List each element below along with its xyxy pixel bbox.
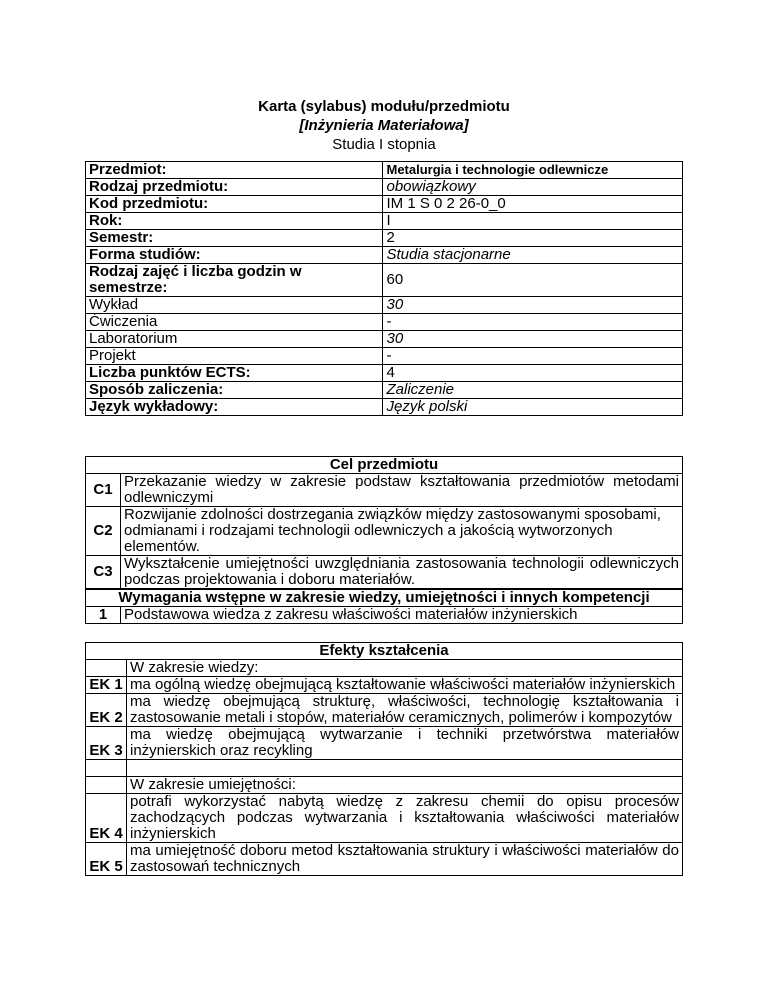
info-row bbox=[86, 399, 683, 416]
info-label: Projekt bbox=[86, 348, 383, 365]
outcome-text: potrafi wykorzystać nabytą wiedzę z zakresu chemii do opisu procesów zachodzących podczas wytwarzania i kształtowania właściwości materiałów inżynierskich bbox=[127, 794, 683, 843]
info-label: Rodzaj przedmiotu: bbox=[86, 179, 383, 196]
info-value: IM 1 S 0 2 26-0_0 bbox=[383, 196, 683, 213]
info-value: Metalurgia i technologie odlewnicze bbox=[383, 162, 683, 179]
requirement-code: 1 bbox=[86, 607, 121, 624]
info-row bbox=[86, 230, 683, 247]
info-row bbox=[86, 162, 683, 179]
info-label: Sposób zaliczenia: bbox=[86, 382, 383, 399]
info-label: Język wykładowy: bbox=[86, 399, 383, 416]
info-label: Rok: bbox=[86, 213, 383, 230]
info-value: 4 bbox=[383, 365, 683, 382]
info-row bbox=[86, 247, 683, 264]
info-label: Rodzaj zajęć i liczba godzin w semestrze: bbox=[86, 264, 383, 297]
knowledge-heading: W zakresie wiedzy: bbox=[127, 660, 683, 677]
skills-heading: W zakresie umiejętności: bbox=[127, 777, 683, 794]
info-row bbox=[86, 264, 683, 297]
info-row bbox=[86, 297, 683, 314]
outcome-row bbox=[86, 794, 683, 843]
info-row bbox=[86, 314, 683, 331]
goal-code: C3 bbox=[86, 556, 121, 589]
outcome-code: EK 3 bbox=[86, 727, 127, 760]
info-value: Język polski bbox=[383, 399, 683, 416]
outcome-row bbox=[86, 677, 683, 694]
outcome-code: EK 4 bbox=[86, 794, 127, 843]
requirements-table bbox=[85, 589, 683, 624]
info-row bbox=[86, 213, 683, 230]
requirements-title: Wymagania wstępne w zakresie wiedzy, umiejętności i innych kompetencji bbox=[86, 590, 683, 607]
outcome-code: EK 5 bbox=[86, 843, 127, 876]
info-value: 2 bbox=[383, 230, 683, 247]
outcome-row bbox=[86, 727, 683, 760]
info-label: Forma studiów: bbox=[86, 247, 383, 264]
info-value: I bbox=[383, 213, 683, 230]
course-goals-table bbox=[85, 456, 683, 589]
outcome-text: ma ogólną wiedzę obejmującą kształtowanie właściwości materiałów inżynierskich bbox=[127, 677, 683, 694]
requirement-text: Podstawowa wiedza z zakresu właściwości materiałów inżynierskich bbox=[121, 607, 683, 624]
goal-row bbox=[86, 474, 683, 507]
outcomes-title: Efekty kształcenia bbox=[86, 643, 683, 660]
goal-code: C1 bbox=[86, 474, 121, 507]
goal-text: Przekazanie wiedzy w zakresie podstaw kształtowania przedmiotów metodami odlewniczymi bbox=[121, 474, 683, 507]
outcome-row bbox=[86, 694, 683, 727]
outcome-text: ma wiedzę obejmującą wytwarzanie i techniki przetwórstwa materiałów inżynierskich oraz recykling bbox=[127, 727, 683, 760]
document-title: Karta (sylabus) modułu/przedmiotu bbox=[258, 98, 510, 115]
info-label: Kod przedmiotu: bbox=[86, 196, 383, 213]
goal-text: Rozwijanie zdolności dostrzegania związków między zastosowanymi sposobami, odmianami i rodzajami technologii odlewniczych a jakością wytworzonych elementów. bbox=[121, 507, 683, 556]
info-value: - bbox=[383, 314, 683, 331]
info-value: - bbox=[383, 348, 683, 365]
info-label: Przedmiot: bbox=[86, 162, 383, 179]
info-value: 60 bbox=[383, 264, 683, 297]
info-row bbox=[86, 382, 683, 399]
info-label: Wykład bbox=[86, 297, 383, 314]
study-level: Studia I stopnia bbox=[332, 136, 436, 153]
document-header bbox=[0, 97, 768, 154]
info-value: obowiązkowy bbox=[383, 179, 683, 196]
program-name: [Inżynieria Materiałowa] bbox=[299, 117, 469, 134]
info-value: 30 bbox=[383, 297, 683, 314]
goal-text: Wykształcenie umiejętności uwzględniania zastosowania technologii odlewniczych podczas projektowania i doboru materiałów. bbox=[121, 556, 683, 589]
info-row bbox=[86, 196, 683, 213]
info-value: Zaliczenie bbox=[383, 382, 683, 399]
info-label: Laboratorium bbox=[86, 331, 383, 348]
info-value: 30 bbox=[383, 331, 683, 348]
outcome-code: EK 2 bbox=[86, 694, 127, 727]
goal-row bbox=[86, 556, 683, 589]
info-label: Liczba punktów ECTS: bbox=[86, 365, 383, 382]
outcome-text: ma umiejętność doboru metod kształtowania struktury i właściwości materiałów do zastosowań technicznych bbox=[127, 843, 683, 876]
info-row bbox=[86, 365, 683, 382]
goal-code: C2 bbox=[86, 507, 121, 556]
goals-title: Cel przedmiotu bbox=[86, 457, 683, 474]
info-row bbox=[86, 331, 683, 348]
info-value: Studia stacjonarne bbox=[383, 247, 683, 264]
info-row bbox=[86, 179, 683, 196]
info-row bbox=[86, 348, 683, 365]
info-label: Semestr: bbox=[86, 230, 383, 247]
course-info-table bbox=[85, 161, 683, 416]
outcome-text: ma wiedzę obejmującą strukturę, właściwości, technologię kształtowania i zastosowanie metali i stopów, materiałów ceramicznych, polimerów i kompozytów bbox=[127, 694, 683, 727]
requirement-row bbox=[86, 607, 683, 624]
goal-row bbox=[86, 507, 683, 556]
outcome-row bbox=[86, 843, 683, 876]
outcome-code: EK 1 bbox=[86, 677, 127, 694]
learning-outcomes-table bbox=[85, 642, 683, 876]
info-label: Ćwiczenia bbox=[86, 314, 383, 331]
